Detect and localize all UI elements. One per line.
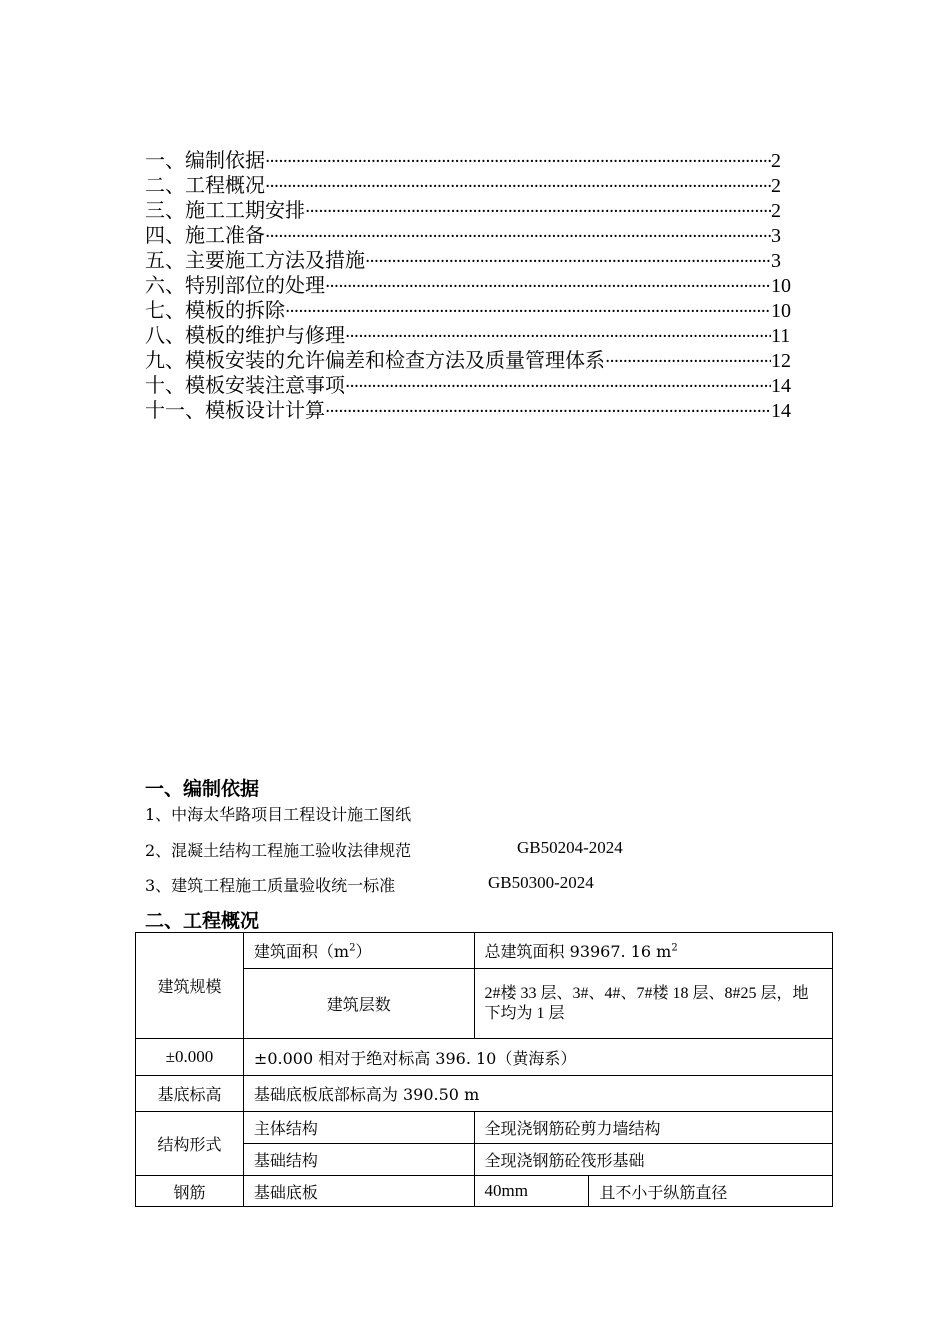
row-label-scale: 建筑规模 <box>136 933 244 1039</box>
basis-item-text: 1、中海太华路项目工程设计施工图纸 <box>145 805 412 824</box>
base-elevation-value: 基础底板底部标高为 390.50 m <box>243 1076 832 1112</box>
toc-entry-title: 四、施工准备 <box>145 223 265 247</box>
table-of-contents <box>145 148 795 423</box>
toc-entry-title: 十一、模板设计计算 <box>145 398 325 422</box>
toc-entry-title: 一、编制依据 <box>145 148 265 172</box>
toc-entry[interactable] <box>145 198 795 223</box>
basis-item <box>145 838 745 861</box>
toc-entry-title: 五、主要施工方法及措施 <box>145 248 365 272</box>
toc-leader-dots <box>345 325 771 350</box>
toc-entry-title: 七、模板的拆除 <box>145 298 285 322</box>
table-row <box>136 1176 833 1207</box>
toc-leader-dots <box>365 250 771 275</box>
toc-entry-page: 11 <box>771 325 791 347</box>
toc-entry[interactable] <box>145 398 795 423</box>
area-label: 建筑面积$(m^2)$ <box>243 933 474 969</box>
row-label-base-elevation: 基底标高 <box>136 1076 244 1112</box>
standard-code: GB50204-2024 <box>517 838 623 857</box>
toc-entry-page: 12 <box>771 350 791 372</box>
toc-entry-title: 十、模板安装注意事项 <box>145 373 345 397</box>
toc-leader-dots <box>325 275 771 300</box>
main-structure-label: 主体结构 <box>243 1112 474 1144</box>
row-label-structure: 结构形式 <box>136 1112 244 1176</box>
section-heading-overview: 二、工程概况 <box>145 910 260 932</box>
toc-entry-page: 3 <box>771 250 781 272</box>
toc-leader-dots <box>345 375 771 400</box>
table-row <box>136 933 833 969</box>
toc-entry[interactable] <box>145 298 795 323</box>
foundation-structure-label: 基础结构 <box>243 1144 474 1176</box>
rebar-cover-value: 40mm <box>474 1176 589 1207</box>
toc-entry-page: 10 <box>771 275 791 297</box>
toc-entry[interactable] <box>145 248 795 273</box>
basis-item-text: 2、混凝土结构工程施工验收法律规范 <box>145 841 412 860</box>
toc-entry-title: 三、施工工期安排 <box>145 198 305 222</box>
table-row <box>136 1076 833 1112</box>
toc-entry-page: 2 <box>771 200 781 222</box>
toc-leader-dots <box>265 150 771 175</box>
toc-entry-page: 3 <box>771 225 781 247</box>
toc-leader-dots <box>305 200 771 225</box>
rebar-note: 且不小于纵筋直径 <box>589 1176 833 1207</box>
toc-leader-dots <box>265 225 771 250</box>
basis-item <box>145 873 745 896</box>
toc-entry[interactable] <box>145 148 795 173</box>
basis-item <box>145 802 411 825</box>
area-value: 总建筑面积 93967. 16 $m^2$ <box>474 933 832 969</box>
toc-entry-title: 二、工程概况 <box>145 173 265 197</box>
toc-leader-dots <box>265 175 771 200</box>
toc-entry[interactable] <box>145 373 795 398</box>
toc-entry-page: 2 <box>771 175 781 197</box>
row-label-rebar: 钢筋 <box>136 1176 244 1207</box>
toc-entry[interactable] <box>145 273 795 298</box>
main-structure-value: 全现浇钢筋砼剪力墙结构 <box>474 1112 832 1144</box>
toc-leader-dots <box>325 400 771 425</box>
toc-leader-dots <box>605 350 771 375</box>
table-row <box>136 1039 833 1076</box>
toc-entry-page: 2 <box>771 150 781 172</box>
toc-entry-page: 14 <box>771 375 791 397</box>
floors-value: 2#楼 33 层、3#、4#、7#楼 18 层、8#25 层，地下均为 1 层 <box>474 969 832 1039</box>
standard-code: GB50300-2024 <box>488 873 594 892</box>
toc-entry-page: 10 <box>771 300 791 322</box>
toc-entry[interactable] <box>145 173 795 198</box>
section-heading-basis: 一、编制依据 <box>145 778 260 800</box>
floors-label: 建筑层数 <box>243 969 474 1039</box>
toc-entry-title: 九、模板安装的允许偏差和检查方法及质量管理体系 <box>145 348 605 372</box>
toc-entry[interactable] <box>145 323 795 348</box>
toc-entry-page: 14 <box>771 400 791 422</box>
toc-entry[interactable] <box>145 348 795 373</box>
toc-leader-dots <box>285 300 771 325</box>
rebar-item: 基础底板 <box>243 1176 474 1207</box>
zero-elevation-value: ±0.000 相对于绝对标高 396. 10（黄海系） <box>243 1039 832 1076</box>
toc-entry-title: 八、模板的维护与修理 <box>145 323 345 347</box>
project-overview-table <box>135 932 833 1207</box>
foundation-structure-value: 全现浇钢筋砼筏形基础 <box>474 1144 832 1176</box>
toc-entry[interactable] <box>145 223 795 248</box>
row-label-zero-elevation: ±0.000 <box>136 1039 244 1076</box>
table-row <box>136 1112 833 1144</box>
basis-item-text: 3、建筑工程施工质量验收统一标准 <box>145 876 396 895</box>
toc-entry-title: 六、特别部位的处理 <box>145 273 325 297</box>
